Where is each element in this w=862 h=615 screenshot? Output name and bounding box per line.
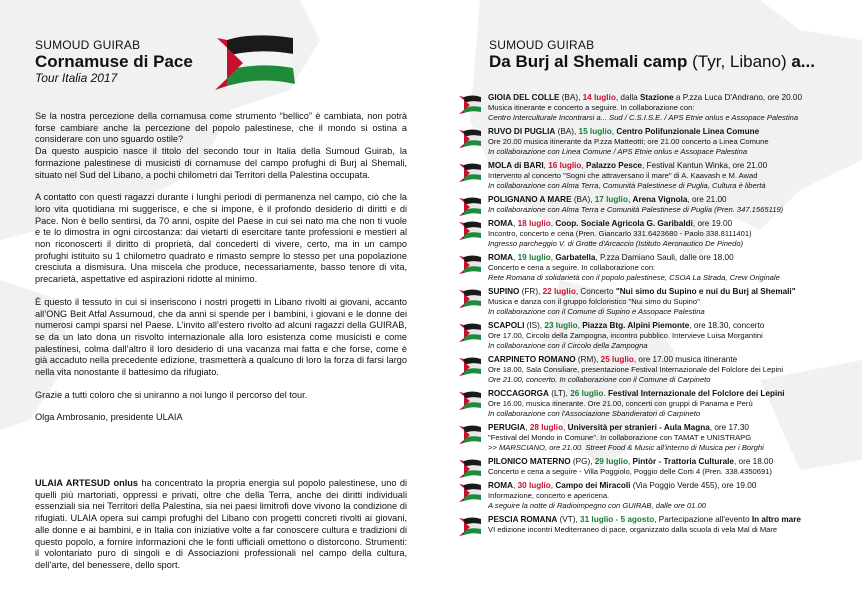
- event-item: [458, 195, 838, 215]
- paragraph: A contatto con questi ragazzi durante i lunghi periodi di permanenza nel campo, ciò che la loro vita quotidiana mi suggerisce, e che si impone, è il profondo desiderio di diritti e di Pace. Non è bello sentirsi, da 70 anni, ospite del Paese in cui sei nato ma che non ti vuole e te lo dimostra in ogni circostanza: dai vietarti di esercitare tante professioni e mestieri al non riconoscerti il diritto di proprietà, dal concederti di vivere, certo, ma in un campo profughi istituito su 1 chilometro quadrato e rimasto sempre lo stesso per una popolazione cresciuta a dismisura. Una miscela che produce, necessariamente, basso tenore di vita, precarietà, aspettative ed aspirazioni ridotte al minimo.: [35, 192, 407, 285]
- event-venue: Palazzo Pesce: [585, 161, 642, 170]
- event-place: CARPINETO ROMANO: [488, 355, 576, 364]
- event-province: (FR),: [519, 287, 543, 296]
- event-item: [458, 355, 838, 385]
- event-header: [488, 253, 838, 263]
- left-title: Cornamuse di Pace: [35, 52, 193, 71]
- event-detail: , ore 17.00 musica itinerante: [633, 355, 738, 364]
- event-partners: Ingresso parcheggio V. di Grotte d'Arcaccio (Istituto Aeronautico De Pinedo): [488, 239, 744, 248]
- event-province: (LT),: [548, 389, 571, 398]
- flag-bullet-icon: [458, 127, 482, 149]
- event-province: ,: [513, 481, 518, 490]
- event-venue: Coop. Sociale Agricola G. Garibaldi: [555, 219, 693, 228]
- event-item: [458, 253, 838, 283]
- events-list: [458, 93, 838, 539]
- event-province: (IS),: [524, 321, 545, 330]
- paragraph: Da questo auspicio nasce il titolo del secondo tour in Italia della Sumoud Guirab, la formazione palestinese di musicisti di cornamuse del campo profughi di Burj al Shemali, situato nel Sud del Libano, a pochi chilometri dai Territori della Palestina occupata.: [35, 146, 407, 180]
- event-date: 15 luglio: [578, 127, 612, 136]
- event-date: 17 luglio: [594, 195, 628, 204]
- event-time: , Festival Kantun Winka, ore 21.00: [641, 161, 768, 170]
- event-info: Musica itinerante e concerto a seguire. In collaborazione con:: [488, 103, 695, 112]
- event-item: [458, 127, 838, 157]
- ulaia-name: ULAIA ARTESUD onlus: [35, 478, 138, 488]
- intro-text: [35, 111, 407, 424]
- event-time: , ore 18.30, concerto: [689, 321, 765, 330]
- flag-bullet-icon: [458, 219, 482, 241]
- signature: Olga Ambrosanio, presidente ULAIA: [35, 412, 183, 423]
- flag-bullet-icon: [458, 253, 482, 275]
- event-info: Incontro, concerto e cena (Pren. Giancarlo 331.6423680 - Paolo 338.8111401): [488, 229, 752, 238]
- event-province: (RM),: [575, 355, 601, 364]
- event-date: 18 luglio: [517, 219, 551, 228]
- event-detail: , Concerto: [575, 287, 616, 296]
- event-place: PESCIA ROMANA: [488, 515, 558, 524]
- event-header: [488, 161, 838, 171]
- event-header: [488, 195, 838, 205]
- event-header: [488, 355, 838, 365]
- event-province: ,: [513, 253, 518, 262]
- event-info: Intervento al concerto "Sogni che attraversano il mare" di A. Kaavash e M. Awad: [488, 171, 758, 180]
- right-column: [489, 38, 839, 71]
- event-partners: A seguire la notte di Radioimpegno con GUIRAB, dalle ore 01.00: [488, 501, 706, 510]
- event-place: GIOIA DEL COLLE: [488, 93, 560, 102]
- event-date: 19 luglio: [517, 253, 551, 262]
- event-date: 31 luglio - 5 agosto: [580, 515, 655, 524]
- event-partners: In collaborazione con Alma Terra e Comunità Palestinese di Puglia (Pren. 347.1565119): [488, 205, 784, 214]
- flag-bullet-icon: [458, 355, 482, 377]
- flag-bullet-icon: [458, 161, 482, 183]
- event-partners: In collaborazione con il Comune di Supino e Assopace Palestina: [488, 307, 705, 316]
- event-date: 23 luglio: [544, 321, 578, 330]
- event-place: MOLA di BARI: [488, 161, 544, 170]
- event-header: [488, 481, 838, 491]
- event-item: [458, 423, 838, 453]
- flag-bullet-icon: [458, 93, 482, 115]
- event-date: 22 luglio: [542, 287, 576, 296]
- event-province: ,: [513, 219, 518, 228]
- event-item: [458, 321, 838, 351]
- right-title-main: Da Burj al Shemali camp: [489, 52, 688, 71]
- event-venue: "Nui simo du Supino e nui du Burj al Shemali": [615, 287, 796, 296]
- event-venue: Festival Internazionale del Folclore dei Lepini: [607, 389, 785, 398]
- event-detail: ,: [577, 321, 583, 330]
- event-place: ROMA: [488, 253, 514, 262]
- event-place: PERUGIA: [488, 423, 526, 432]
- event-place: POLIGNANO A MARE: [488, 195, 572, 204]
- event-header: [488, 457, 838, 467]
- flag-bullet-icon: [458, 423, 482, 445]
- event-venue: Arena Vignola: [632, 195, 688, 204]
- event-detail: ,: [550, 253, 556, 262]
- ulaia-description: [35, 478, 407, 572]
- event-place: RUVO DI PUGLIA: [488, 127, 556, 136]
- event-date: 29 luglio: [594, 457, 628, 466]
- event-venue: Centro Polifunzionale Linea Comune: [616, 127, 760, 136]
- event-place: ROMA: [488, 481, 514, 490]
- event-item: [458, 287, 838, 317]
- event-detail: ,: [581, 161, 586, 170]
- tour-subtitle: Tour Italia 2017: [35, 71, 118, 85]
- event-header: [488, 423, 838, 433]
- left-kicker: SUMOUD GUIRAB: [35, 38, 141, 52]
- ulaia-text: ha concentrato la propria energia sul popolo palestinese, uno di quelli più martoriati, oppressi e privati, oltre che della Terra, anche dei diritti individuali essenziali sia nei Territori della Palestina, sia nei paesi limitrofi dove vivono la condizione di rifugiati. ULAIA opera sui campi profughi del Libano con progetti concreti rivolti ai giovani, alle donne e ai bambini, e in Italia con iniziative volte a far conoscere cultura e tradizioni di questo popolo, a fornire informazioni che le fonti ufficiali omettono o distorcono. Strumenti: il volontariato puro di singoli e di Associazioni professionali nel campo della cultura, dell’arte, del benessere, dello sport.: [35, 478, 407, 570]
- event-item: [458, 515, 838, 535]
- event-detail: ,: [563, 423, 568, 432]
- event-place: PILONICO MATERNO: [488, 457, 571, 466]
- right-title-location: (Tyr, Libano): [687, 52, 787, 71]
- event-item: [458, 219, 838, 249]
- event-date: 30 luglio: [517, 481, 551, 490]
- event-header: [488, 515, 838, 525]
- left-column: [35, 38, 407, 435]
- event-detail: .: [603, 389, 608, 398]
- event-partners: In collaborazione con l'Associazione Sbandieratori di Carpineto: [488, 409, 701, 418]
- event-place: SUPINO: [488, 287, 520, 296]
- event-partners: In collaborazione con Linea Comune / APS Etnie onlus e Assopace Palestina: [488, 147, 748, 156]
- event-item: [458, 93, 838, 123]
- event-header: [488, 219, 838, 229]
- event-header: [488, 287, 838, 297]
- event-item: [458, 457, 838, 477]
- event-place: SCAPOLI: [488, 321, 525, 330]
- event-header: [488, 93, 838, 103]
- paragraph: Grazie a tutti coloro che si uniranno a noi lungo il percorso del tour.: [35, 389, 308, 400]
- event-time: , ore 17.30: [709, 423, 749, 432]
- event-venue: Garbatella: [555, 253, 596, 262]
- event-item: [458, 161, 838, 191]
- event-date: 25 luglio: [600, 355, 634, 364]
- event-venue: Pintòr - Trattoria Culturale: [632, 457, 734, 466]
- event-partners: Ore 21.00, concerto. In collaborazione con il Comune di Carpineto: [488, 375, 711, 384]
- paragraph: Se la nostra percezione della cornamusa come strumento “bellico” è cambiata, non potrà forse cambiare anche la percezione del popolo palestinese, che il mondo si ostina a considerare con uno sguardo ostile?: [35, 111, 407, 145]
- right-title-end: a...: [786, 52, 815, 71]
- event-venue: In altro mare: [751, 515, 801, 524]
- event-partners: Rete Romana di solidarietà con il popolo palestinese, CSOA La Strada, Crew Originale: [488, 273, 780, 282]
- event-detail: ,: [550, 481, 556, 490]
- event-time: a P.zza Luca D'Andrano, ore 20.00: [673, 93, 803, 102]
- event-info: Ore 20.00 musica itinerante da P.zza Matteotti; ore 21.00 concerto a Linea Comune: [488, 137, 769, 146]
- event-partners: >> MARSCIANO, ore 21.00. Street Food & Music all'interno di Musica per i Borghi: [488, 443, 764, 452]
- event-venue: Stazione: [639, 93, 674, 102]
- event-detail: ,: [627, 457, 633, 466]
- event-header: [488, 389, 838, 399]
- event-date: 16 luglio: [548, 161, 582, 170]
- flag-bullet-icon: [458, 195, 482, 217]
- event-province: (BA),: [571, 195, 595, 204]
- event-venue: Università per stranieri - Aula Magna: [567, 423, 710, 432]
- event-place: ROMA: [488, 219, 514, 228]
- event-time: , ore 19.00: [692, 219, 733, 228]
- event-info: VI edizione incontri Mediterraneo di pace, organizzato dalla scuola di vela Mal di Mare: [488, 525, 778, 534]
- event-detail: , Partecipazione all'evento: [654, 515, 752, 524]
- event-partners: In collaborazione con Alma Terra, Comunità Palestinese di Puglia, Cultura è libertà: [488, 181, 766, 190]
- event-province: (BA),: [559, 93, 583, 102]
- event-date: 14 luglio: [582, 93, 616, 102]
- flag-bullet-icon: [458, 287, 482, 309]
- event-venue: Campo dei Miracoli: [555, 481, 631, 490]
- event-time: , ore 18.00: [733, 457, 774, 466]
- event-province: (VT),: [557, 515, 581, 524]
- right-kicker: SUMOUD GUIRAB: [489, 38, 595, 52]
- event-detail: ,: [550, 219, 556, 228]
- flag-bullet-icon: [458, 321, 482, 343]
- event-info: Ore 16.00, musica itinerante. Ore 21.00, concerti con gruppi di Panama e Perù: [488, 399, 753, 408]
- event-header: [488, 127, 838, 137]
- event-info: Informazione, concerto e apericena.: [488, 491, 610, 500]
- right-title: [489, 52, 839, 71]
- event-partners: Centro Interculturale Incontrarsi a... Sud / C.S.I.S.E. / APS Etnie onlus e Assopace Palestina: [488, 113, 799, 122]
- event-venue: Piazza Btg. Alpini Piemonte: [582, 321, 690, 330]
- event-time: (Via Poggio Verde 455), ore 19.00: [630, 481, 757, 490]
- event-item: [458, 481, 838, 511]
- event-item: [458, 389, 838, 419]
- event-detail: ,: [627, 195, 633, 204]
- event-time: , P.zza Damiano Sauli, dalle ore 18.00: [595, 253, 734, 262]
- event-place: ROCCAGORGA: [488, 389, 549, 398]
- event-info: Concerto e cena a seguire. In collaborazione con:: [488, 263, 656, 272]
- event-info: "Festival del Mondo in Comune". In collaborazione con TAMAT e UNISTRAPG: [488, 433, 752, 442]
- flag-bullet-icon: [458, 515, 482, 537]
- event-info: Musica e danza con il gruppo folcloristico "Nui simo du Supino": [488, 297, 700, 306]
- event-info: Concerto e cena a seguire - Villa Poggiolo, Poggio delle Corti 4 (Pren. 338.4350691): [488, 467, 772, 476]
- event-info: Ore 18.00, Sala Consiliare, presentazione Festival Internazionale del Folclore dei Lepini: [488, 365, 784, 374]
- event-header: [488, 321, 838, 331]
- flag-bullet-icon: [458, 389, 482, 411]
- event-date: 26 luglio: [570, 389, 604, 398]
- event-partners: In collaborazione con il Circolo della Zampogna: [488, 341, 648, 350]
- flag-bullet-icon: [458, 481, 482, 503]
- event-date: 28 luglio: [529, 423, 564, 432]
- event-time: , ore 21.00: [687, 195, 727, 204]
- event-province: (BA),: [555, 127, 579, 136]
- event-province: ,: [525, 423, 530, 432]
- event-province: (PG),: [570, 457, 595, 466]
- event-detail: ,: [611, 127, 617, 136]
- event-detail: , dalla: [615, 93, 640, 102]
- paragraph: È questo il tessuto in cui si inseriscono i nostri progetti in Libano rivolti ai giovani, accanto all’ONG Beit Atfal Assumoud, che da anni si spende per i bambini, i giovani e le donne dei numerosi campi sparsi nel Paese. L’invito all’estero rivolto ad alcuni ragazzi della GUIRAB, se da un lato dona un risvolto internazionale alla loro esistenza come musicisti e come palestinesi, colma dall’altro il loro desiderio di una vacanza mai fatta e che forse, come è già accaduto nella precedente edizione, trasmetterà a qualcuno di loro la forza di farsi largo nella vita nonostante il battesimo da rifugiato.: [35, 296, 407, 378]
- event-info: Ore 17.00, Circolo della Zampogna, incontro pubblico. Intervieve Luisa Morgantini: [488, 331, 763, 340]
- flag-bullet-icon: [458, 457, 482, 479]
- event-province: ,: [543, 161, 549, 170]
